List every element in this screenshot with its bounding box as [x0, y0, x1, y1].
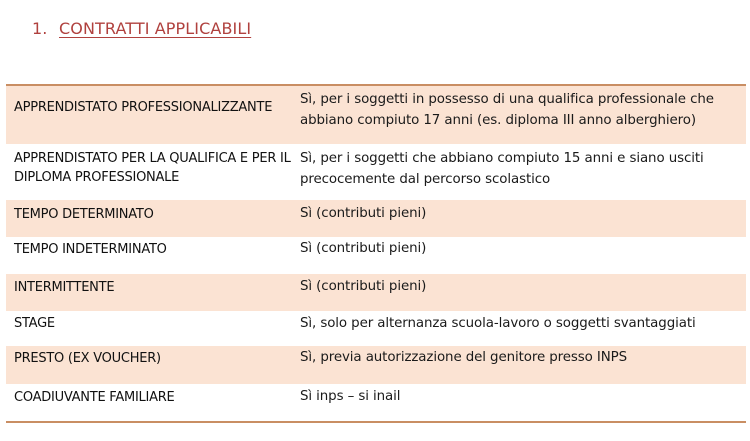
table-row [6, 274, 746, 311]
contract-type-cell: APPRENDISTATO PER LA QUALIFICA E PER IL DIPLOMA PROFESSIONALE [14, 151, 291, 185]
contracts-table [6, 84, 746, 423]
table-row [6, 85, 746, 144]
table-row [6, 384, 746, 422]
section-title: CONTRATTI APPLICABILI [59, 19, 252, 38]
contract-type-cell: TEMPO INDETERMINATO [14, 242, 167, 257]
applicability-cell: Sì, per i soggetti in possesso di una qualifica professionale che abbiano compiuto 17 anni (es. diploma III anno alberghiero) [300, 85, 746, 144]
table-row [6, 346, 746, 384]
applicability-cell: Sì, per i soggetti che abbiano compiuto 15 anni e siano usciti precocemente dal percorso scolastico [300, 151, 704, 187]
applicability-cell: Sì (contributi pieni) [300, 200, 746, 237]
section-heading [32, 19, 251, 38]
contract-type-cell: APPRENDISTATO PROFESSIONALIZZANTE [6, 85, 300, 144]
table-row [6, 144, 746, 200]
applicability-cell: Sì (contributi pieni) [300, 274, 746, 311]
table-row [6, 311, 746, 346]
contract-type-cell: COADIUVANTE FAMILIARE [14, 390, 175, 405]
contract-type-cell: INTERMITTENTE [6, 274, 300, 311]
applicability-cell: Sì, solo per alternanza scuola-lavoro o soggetti svantaggiati [300, 316, 696, 331]
contract-type-cell: TEMPO DETERMINATO [6, 200, 300, 237]
applicability-cell: Sì (contributi pieni) [300, 241, 427, 256]
applicability-cell: Sì inps – si inail [300, 389, 401, 404]
contract-type-cell: PRESTO (EX VOUCHER) [6, 346, 300, 384]
applicability-cell: Sì, previa autorizzazione del genitore presso INPS [300, 346, 746, 384]
table-row [6, 200, 746, 237]
section-number: 1. [32, 19, 48, 38]
contract-type-cell: STAGE [14, 316, 55, 331]
table-row [6, 237, 746, 274]
